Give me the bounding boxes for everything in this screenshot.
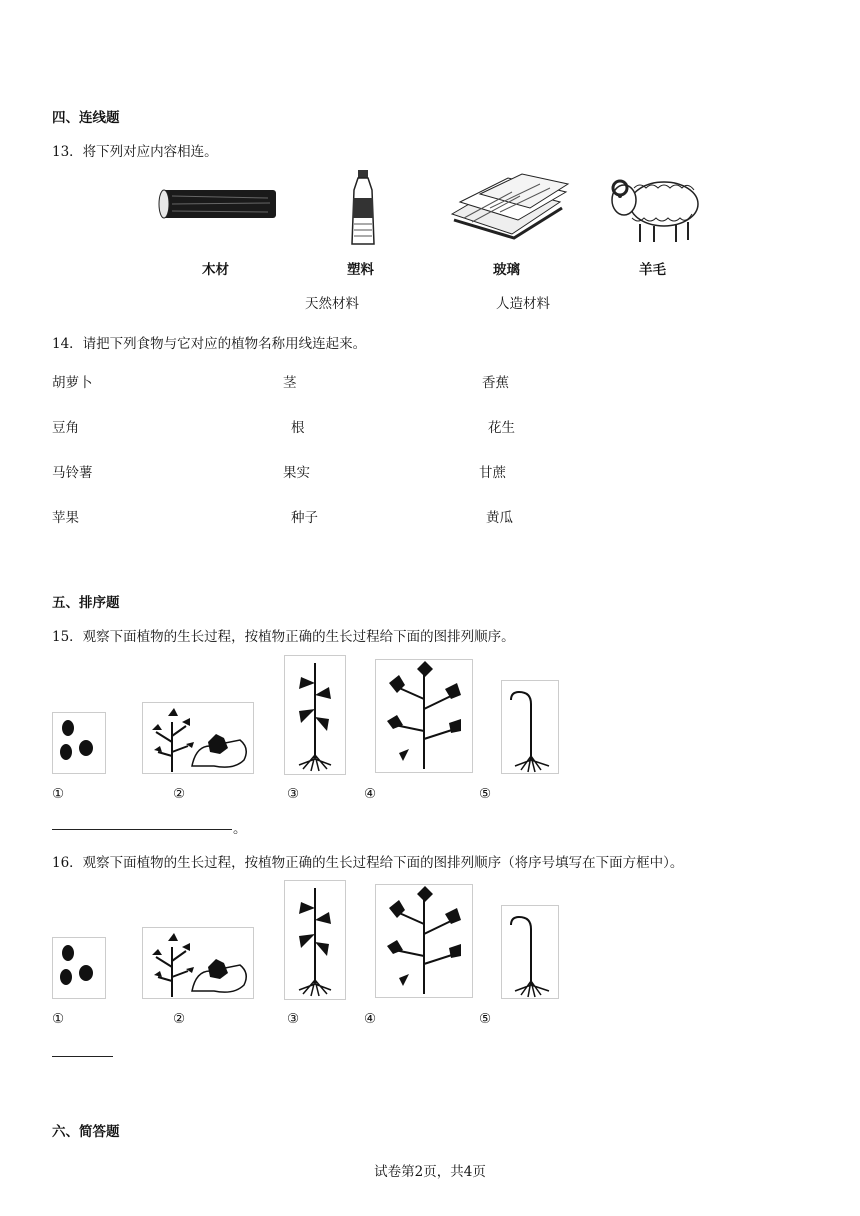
answer-blank-period: 。 bbox=[233, 821, 247, 837]
wood-log-image bbox=[158, 186, 280, 222]
young-plant-image bbox=[284, 655, 346, 775]
mature-plant-image bbox=[375, 884, 473, 998]
section-4-heading: 四、连线题 bbox=[52, 110, 120, 126]
plant-name-item: 花生 bbox=[488, 420, 515, 436]
food-item: 豆角 bbox=[52, 420, 79, 436]
category-manmade: 人造材料 bbox=[496, 296, 550, 312]
plastic-bottle-image bbox=[346, 168, 380, 246]
material-label-wool: 羊毛 bbox=[639, 262, 666, 278]
question-15-prompt: 15．观察下面植物的生长过程，按植物正确的生长过程给下面的图排列顺序。 bbox=[52, 629, 515, 645]
image-number-1: ① bbox=[52, 786, 65, 802]
section-5-heading: 五、排序题 bbox=[52, 595, 120, 611]
sprout-image bbox=[501, 905, 559, 999]
section-6-heading: 六、简答题 bbox=[52, 1124, 120, 1140]
answer-blank-15[interactable] bbox=[52, 829, 232, 830]
flowering-plant-image bbox=[142, 927, 254, 999]
food-item: 胡萝卜 bbox=[52, 375, 93, 391]
image-number-4: ④ bbox=[364, 786, 377, 802]
plant-part-item: 根 bbox=[291, 420, 305, 436]
seeds-image bbox=[52, 937, 106, 999]
material-label-wood: 木材 bbox=[202, 262, 229, 278]
sheep-image bbox=[606, 166, 702, 246]
plant-name-item: 黄瓜 bbox=[486, 510, 513, 526]
image-number-2: ② bbox=[173, 1011, 186, 1027]
plant-name-item: 香蕉 bbox=[482, 375, 509, 391]
plant-part-item: 种子 bbox=[291, 510, 318, 526]
page-footer: 试卷第2页，共4页 bbox=[374, 1164, 486, 1180]
plant-part-item: 果实 bbox=[283, 465, 310, 481]
question-13-prompt: 13．将下列对应内容相连。 bbox=[52, 144, 218, 160]
food-item: 苹果 bbox=[52, 510, 79, 526]
image-number-3: ③ bbox=[287, 1011, 300, 1027]
glass-panes-image bbox=[450, 172, 570, 240]
image-number-3: ③ bbox=[287, 786, 300, 802]
food-item: 马铃薯 bbox=[52, 465, 93, 481]
image-number-5: ⑤ bbox=[479, 1011, 492, 1027]
image-number-1: ① bbox=[52, 1011, 65, 1027]
image-number-4: ④ bbox=[364, 1011, 377, 1027]
plant-name-item: 甘蔗 bbox=[479, 465, 506, 481]
mature-plant-image bbox=[375, 659, 473, 773]
flowering-plant-image bbox=[142, 702, 254, 774]
plant-part-item: 茎 bbox=[283, 375, 297, 391]
image-number-2: ② bbox=[173, 786, 186, 802]
material-label-glass: 玻璃 bbox=[493, 262, 520, 278]
answer-blank-16[interactable] bbox=[52, 1056, 113, 1057]
category-natural: 天然材料 bbox=[305, 296, 359, 312]
young-plant-image bbox=[284, 880, 346, 1000]
question-16-prompt: 16．观察下面植物的生长过程，按植物正确的生长过程给下面的图排列顺序（将序号填写在下面方框中）。 bbox=[52, 855, 684, 871]
sprout-image bbox=[501, 680, 559, 774]
material-label-plastic: 塑料 bbox=[347, 262, 374, 278]
seeds-image bbox=[52, 712, 106, 774]
question-14-prompt: 14．请把下列食物与它对应的植物名称用线连起来。 bbox=[52, 336, 367, 352]
image-number-5: ⑤ bbox=[479, 786, 492, 802]
